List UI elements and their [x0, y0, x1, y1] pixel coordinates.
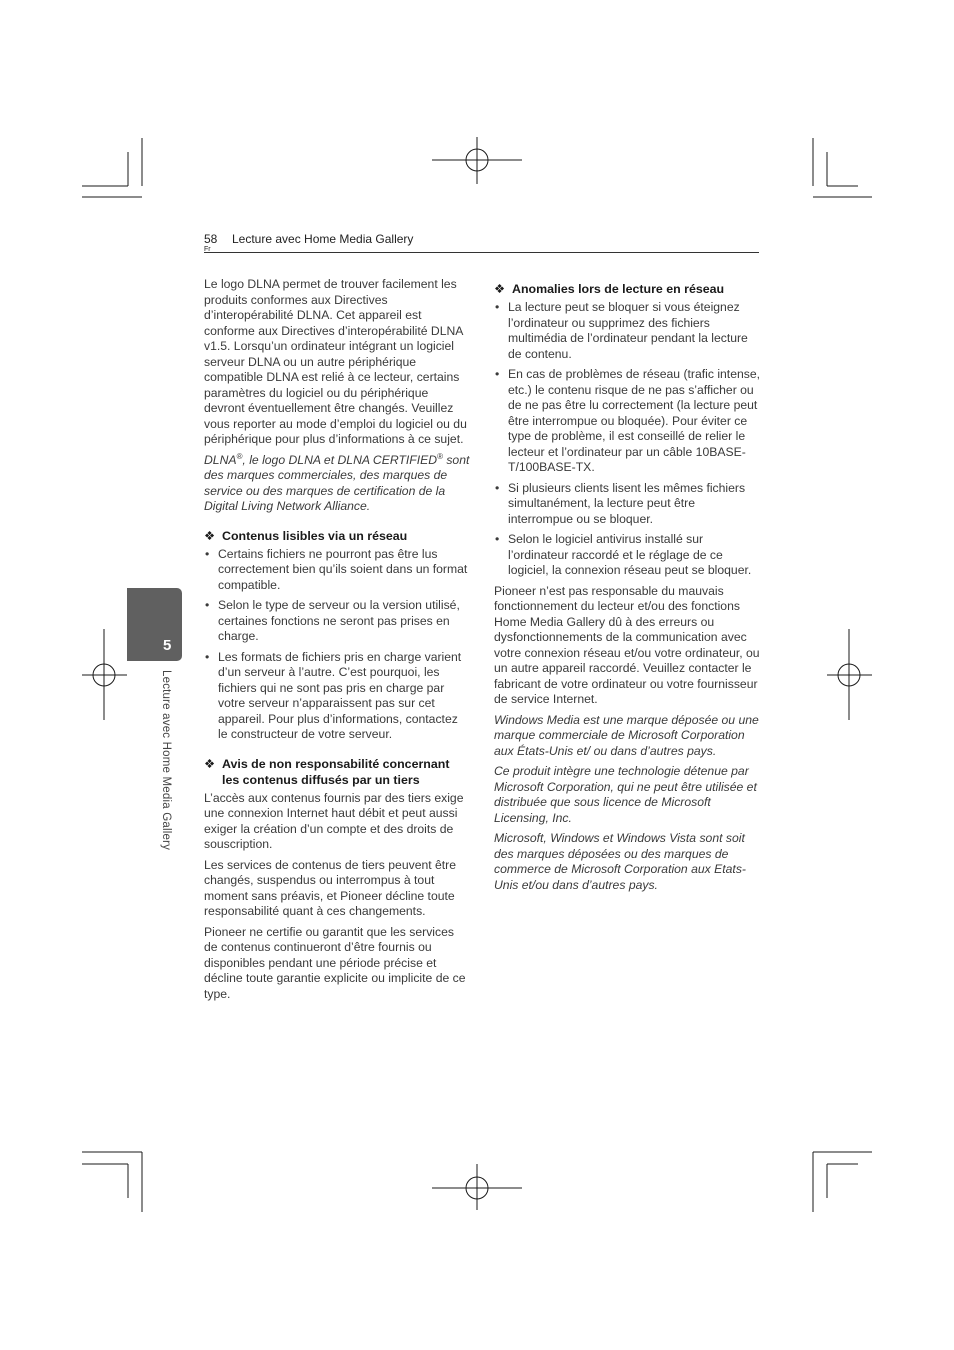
bullet-list — [494, 300, 762, 579]
paragraph: Les services de contenus de tiers peuvent être changés, suspendus ou interrompus à tout moment sans préavis, et Pioneer décline toute responsabilité quant à ces changements. — [204, 857, 457, 918]
paragraph: Pioneer n’est pas responsable du mauvais fonctionnement du lecteur et/ou des fonctions Home Media Gallery dû à des erreurs ou dysfonctionnements de la communication avec votre connexion réseau et/ou votre ordinateur, ou un autre appareil raccordé. Veuillez contacter le fabricant de votre ordinateur ou votre fournisseur de service Internet. — [494, 583, 760, 706]
list-item: • Selon le type de serveur ou la version utilisé, certaines fonctions ne seront pas prises en charge. — [218, 598, 470, 645]
header-title: Lecture avec Home Media Gallery — [232, 232, 414, 246]
paragraph: L’accès aux contenus fournis par des tiers exige une connexion Internet haut débit et peut aussi exiger la création d’un compte et des droits de souscription. — [204, 790, 464, 851]
right-column — [494, 281, 762, 898]
trademark-note: Windows Media est une marque déposée ou une marque commerciale de Microsoft Corporation aux États-Unis et/ ou dans d’autres pays. — [494, 712, 759, 758]
paragraph: Pioneer ne certifie ou garantit que les services de contenus continueront d’être fournis ou disponibles pendant une période précise et décline toute garantie explicite ou implicite de ce type. — [204, 924, 466, 1001]
diamond-bullet-icon: ❖ — [494, 282, 506, 296]
list-item: • La lecture peut se bloquer si vous éteignez l’ordinateur ou supprimez des fichiers multimédia de l’ordinateur pendant la lecture de contenu. — [508, 300, 762, 362]
left-column — [204, 277, 470, 1007]
chapter-tab — [127, 588, 182, 661]
section-heading: ❖ Avis de non responsabilité concernant les contenus diffusés par un tiers — [204, 756, 450, 787]
page-header — [204, 232, 759, 253]
dlna-intro: Le logo DLNA permet de trouver facilement les produits conformes aux Directives d’interopérabilité DLNA. Cet appareil est conforme aux Directives d’interopérabilité DLNA v1.5. Lorsqu’un ordinateur intégrant un logiciel serveur DLNA ou un autre périphérique compatible DLNA est relié à ce lecteur, certains paramètres du logiciel ou du périphérique devront éventuellement être changés. Veuillez vous reporter au mode d’emploi du logiciel ou du périphérique pour plus d’informations à ce sujet. — [204, 277, 467, 446]
list-item: • Si plusieurs clients lisent les mêmes fichiers simultanément, la lecture peut être interrompue ou se bloquer. — [508, 481, 762, 528]
dlna-trademark-note: DLNA®, le logo DLNA et DLNA CERTIFIED® sont des marques commerciales, des marques de service ou des marques de certification de la Digital Living Network Alliance. — [204, 451, 470, 513]
chapter-number: 5 — [163, 637, 172, 654]
diamond-bullet-icon: ❖ — [204, 756, 216, 771]
trademark-note: Microsoft, Windows et Windows Vista sont soit des marques déposées ou des marques de commerce de Microsoft Corporation aux Etats-Unis et/ou dans d’autres pays. — [494, 831, 746, 892]
diamond-bullet-icon: ❖ — [204, 528, 216, 543]
bullet-list — [204, 547, 470, 743]
list-item: • Certains fichiers ne pourront pas être lus correctement bien qu’ils soient dans un format compatible. — [218, 547, 470, 594]
list-item: • Les formats de fichiers pris en charge varient d’un serveur à l’autre. C’est pourquoi, les fichiers qui ne sont pas pris en charge par votre serveur n’apparaissent pas sur cet appareil. Pour plus d’informations, contactez le constructeur de votre serveur. — [218, 650, 470, 743]
page-number: 58 — [204, 232, 218, 246]
list-item: • Selon le logiciel antivirus installé sur l’ordinateur raccordé et le réglage de ce logiciel, la connexion réseau peut se bloquer. — [508, 532, 762, 579]
section-heading: ❖ Anomalies lors de lecture en réseau — [494, 282, 725, 296]
list-item: • En cas de problèmes de réseau (trafic intense, etc.) le contenu risque de ne pas s’afficher ou de ne pas être lu correctement (la lecture peut être interrompue ou bloquée). Pour éviter ce type de problème, il est conseillé de relier le lecteur et l’ordinateur par un câble 10BASE-T/100BASE-TX. — [508, 367, 762, 476]
language-code: Fr — [204, 246, 211, 253]
trademark-note: Ce produit intègre une technologie détenue par Microsoft Corporation, qui ne peut être utilisée et distribuée que sous licence de Microsoft Licensing, Inc. — [494, 764, 757, 825]
section-heading: ❖ Contenus lisibles via un réseau — [204, 528, 408, 543]
chapter-label: Lecture avec Home Media Gallery — [160, 670, 172, 851]
